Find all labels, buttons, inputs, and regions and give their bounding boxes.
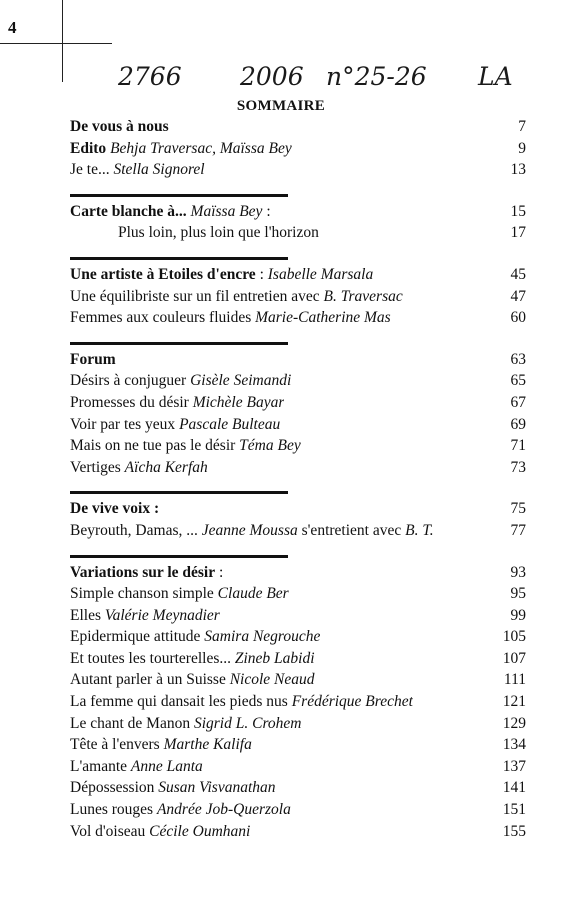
entry-page-number: 155 xyxy=(502,822,526,840)
entry-suffix: : xyxy=(262,202,271,220)
entry-text xyxy=(70,457,208,479)
entry-title: Tête à l'envers xyxy=(70,736,160,754)
entry-title: Une équilibriste sur un fil entretien avec xyxy=(70,287,320,305)
entry-page-number: 71 xyxy=(510,437,526,455)
toc-entry[interactable] xyxy=(70,349,526,371)
entry-page-number: 47 xyxy=(510,287,526,305)
entry-page-number: 141 xyxy=(502,779,526,797)
toc-entry[interactable] xyxy=(70,264,526,286)
entry-author: Anne Lanta xyxy=(130,757,203,775)
entry-title: Le chant de Manon xyxy=(70,714,191,732)
entry-author: Marthe Kalifa xyxy=(163,736,252,754)
entry-page-number: 99 xyxy=(510,606,526,624)
entry-author: Gisèle Seimandi xyxy=(190,372,292,390)
entry-page-number: 111 xyxy=(503,671,526,689)
entry-author: Claude Ber xyxy=(217,585,289,603)
toc-entry[interactable] xyxy=(70,159,526,181)
entry-page-number: 93 xyxy=(510,563,526,581)
entry-title: Dépossession xyxy=(70,779,155,797)
toc-entry[interactable] xyxy=(70,457,526,479)
entry-text xyxy=(70,392,284,414)
toc-entry[interactable] xyxy=(70,756,526,778)
entry-author: Michèle Bayar xyxy=(192,393,285,411)
toc-section xyxy=(70,491,526,541)
entry-title: De vive voix : xyxy=(70,500,160,518)
toc-entry[interactable] xyxy=(70,138,526,160)
entry-text xyxy=(70,583,289,605)
toc-entry[interactable] xyxy=(70,414,526,436)
entry-author: Aïcha Kerfah xyxy=(124,458,208,476)
entry-text xyxy=(70,626,320,648)
entry-title: Je te... xyxy=(70,161,110,179)
entry-author: Frédérique Brechet xyxy=(291,693,413,711)
entry-text xyxy=(70,349,116,371)
entry-title: Lunes rouges xyxy=(70,801,154,819)
entry-page-number: 75 xyxy=(510,500,526,518)
entry-author: Isabelle Marsala xyxy=(267,265,374,283)
entry-title: Carte blanche à... xyxy=(70,202,187,220)
toc-entry[interactable] xyxy=(70,799,526,821)
entry-title: Variations sur le désir xyxy=(70,563,216,581)
entry-text: Une artiste à Etoiles d'encre : Isabelle Marsala xyxy=(70,265,374,283)
entry-text xyxy=(70,799,291,821)
entry-title: Voir par tes yeux xyxy=(70,415,176,433)
entry-author: Jeanne Moussa xyxy=(201,521,298,539)
entry-text xyxy=(70,669,315,691)
entry-text xyxy=(70,734,252,756)
entry-author: Susan Visvanathan xyxy=(158,779,276,797)
entry-author: Sigrid L. Crohem xyxy=(193,714,302,732)
entry-page-number: 13 xyxy=(510,161,526,179)
toc-entry[interactable] xyxy=(70,520,526,542)
entry-author: Pascale Bulteau xyxy=(179,415,281,433)
entry-text xyxy=(70,138,292,160)
entry-text xyxy=(70,691,413,713)
entry-page-number: 9 xyxy=(518,139,526,157)
toc-entry[interactable] xyxy=(70,307,526,329)
toc-entry[interactable] xyxy=(70,498,526,520)
table-of-contents xyxy=(70,116,526,855)
entry-author: Maïssa Bey xyxy=(190,202,263,220)
toc-entry[interactable] xyxy=(70,605,526,627)
entry-text xyxy=(70,498,159,520)
toc-entry[interactable] xyxy=(70,583,526,605)
entry-text xyxy=(70,756,203,778)
entry-text xyxy=(70,370,291,392)
entry-title: Vertiges xyxy=(70,458,121,476)
entry-title: Femmes aux couleurs fluides xyxy=(70,309,252,327)
entry-author: Zineb Labidi xyxy=(234,649,315,667)
toc-entry[interactable] xyxy=(70,116,526,138)
section-divider xyxy=(70,257,288,260)
entry-page-number: 95 xyxy=(510,585,526,603)
toc-entry[interactable] xyxy=(70,222,526,244)
entry-text xyxy=(70,777,276,799)
handwritten-initials: LA xyxy=(478,62,513,91)
toc-section xyxy=(70,342,526,479)
toc-entry[interactable] xyxy=(70,201,526,223)
toc-section xyxy=(70,116,526,181)
entry-title: Et toutes les tourterelles... xyxy=(70,649,231,667)
entry-author: Andrée Job-Querzola xyxy=(156,801,291,819)
entry-text xyxy=(70,821,250,843)
toc-entry[interactable] xyxy=(70,821,526,843)
toc-section xyxy=(70,194,526,244)
toc-section xyxy=(70,257,526,329)
entry-author: Samira Negrouche xyxy=(204,628,321,646)
entry-page-number: 63 xyxy=(510,350,526,368)
section-divider xyxy=(70,555,288,558)
toc-entry[interactable] xyxy=(70,713,526,735)
entry-text xyxy=(70,648,315,670)
entry-title: Désirs à conjuguer xyxy=(70,372,187,390)
entry-author: Nicole Neaud xyxy=(229,671,315,689)
section-divider xyxy=(70,194,288,197)
entry-page-number: 121 xyxy=(502,693,526,711)
entry-title: Plus loin, plus loin que l'horizon xyxy=(118,224,319,242)
entry-title: Une artiste à Etoiles d'encre xyxy=(70,265,256,283)
entry-author: B. Traversac xyxy=(323,287,403,305)
toc-entry[interactable] xyxy=(70,691,526,713)
entry-page-number: 107 xyxy=(502,649,526,667)
entry-title: Edito xyxy=(70,139,107,157)
entry-title: Beyrouth, Damas, ... xyxy=(70,521,198,539)
entry-text xyxy=(70,562,223,584)
toc-entry[interactable] xyxy=(70,626,526,648)
handwritten-issue: n°25-26 xyxy=(326,62,427,91)
entry-page-number: 65 xyxy=(510,372,526,390)
entry-title: Promesses du désir xyxy=(70,393,189,411)
handwritten-ref: 2766 xyxy=(118,62,182,91)
toc-entry[interactable] xyxy=(70,286,526,308)
entry-text xyxy=(70,520,434,542)
entry-text xyxy=(70,605,220,627)
entry-author: Stella Signorel xyxy=(113,161,205,179)
entry-title: Vol d'oiseau xyxy=(70,822,146,840)
entry-page-number: 15 xyxy=(510,202,526,220)
entry-page-number: 7 xyxy=(518,118,526,135)
toc-entry[interactable] xyxy=(70,777,526,799)
entry-title: De vous à nous xyxy=(70,118,169,135)
entry-text xyxy=(70,201,271,223)
page-number: 4 xyxy=(8,18,17,37)
section-divider xyxy=(70,342,288,345)
toc-entry[interactable] xyxy=(70,669,526,691)
entry-text xyxy=(70,159,205,181)
toc-entry[interactable] xyxy=(70,392,526,414)
entry-page-number: 129 xyxy=(502,714,526,732)
entry-page-number: 151 xyxy=(502,801,526,819)
entry-page-number: 60 xyxy=(510,309,526,327)
toc-entry[interactable] xyxy=(70,435,526,457)
toc-entry[interactable] xyxy=(70,648,526,670)
entry-text xyxy=(70,713,301,735)
entry-text xyxy=(70,307,391,329)
entry-text xyxy=(70,414,280,436)
toc-entry[interactable] xyxy=(70,370,526,392)
entry-title: Autant parler à un Suisse xyxy=(70,671,226,689)
entry-author: Cécile Oumhani xyxy=(149,822,251,840)
entry-page-number: 105 xyxy=(502,628,526,646)
handwritten-note xyxy=(0,62,562,96)
crop-mark-horizontal xyxy=(0,43,112,44)
entry-author: Téma Bey xyxy=(239,437,301,455)
entry-text xyxy=(70,222,319,244)
toc-section xyxy=(70,555,526,843)
entry-page-number: 137 xyxy=(502,757,526,775)
entry-author: Marie-Catherine Mas xyxy=(255,309,391,327)
entry-page-number: 69 xyxy=(510,415,526,433)
entry-text xyxy=(70,286,403,308)
entry-page-number: 45 xyxy=(510,265,526,283)
entry-title: Simple chanson simple xyxy=(70,585,214,603)
entry-title: La femme qui dansait les pieds nus xyxy=(70,693,288,711)
entry-suffix: s'entretient avec xyxy=(297,521,406,539)
section-divider xyxy=(70,491,288,494)
entry-text xyxy=(70,435,301,457)
toc-entry[interactable] xyxy=(70,734,526,756)
entry-page-number: 67 xyxy=(510,393,526,411)
toc-entry[interactable] xyxy=(70,562,526,584)
entry-text xyxy=(70,116,169,138)
handwritten-year: 2006 xyxy=(240,62,304,91)
entry-title: Elles xyxy=(70,606,101,624)
entry-title: Forum xyxy=(70,350,116,368)
entry-page-number: 17 xyxy=(510,224,526,242)
entry-title: Mais on ne tue pas le désir xyxy=(70,437,236,455)
entry-author: Valérie Meynadier xyxy=(104,606,220,624)
entry-suffix: : xyxy=(215,563,224,581)
entry-title: L'amante xyxy=(70,757,128,775)
entry-title: Epidermique attitude xyxy=(70,628,201,646)
entry-author-2: B. T. xyxy=(405,521,434,539)
toc-title: SOMMAIRE xyxy=(236,98,326,114)
entry-page-number: 77 xyxy=(510,521,526,539)
entry-author: Behja Traversac, Maïssa Bey xyxy=(110,139,292,157)
entry-page-number: 134 xyxy=(502,736,526,754)
entry-page-number: 73 xyxy=(510,458,526,476)
